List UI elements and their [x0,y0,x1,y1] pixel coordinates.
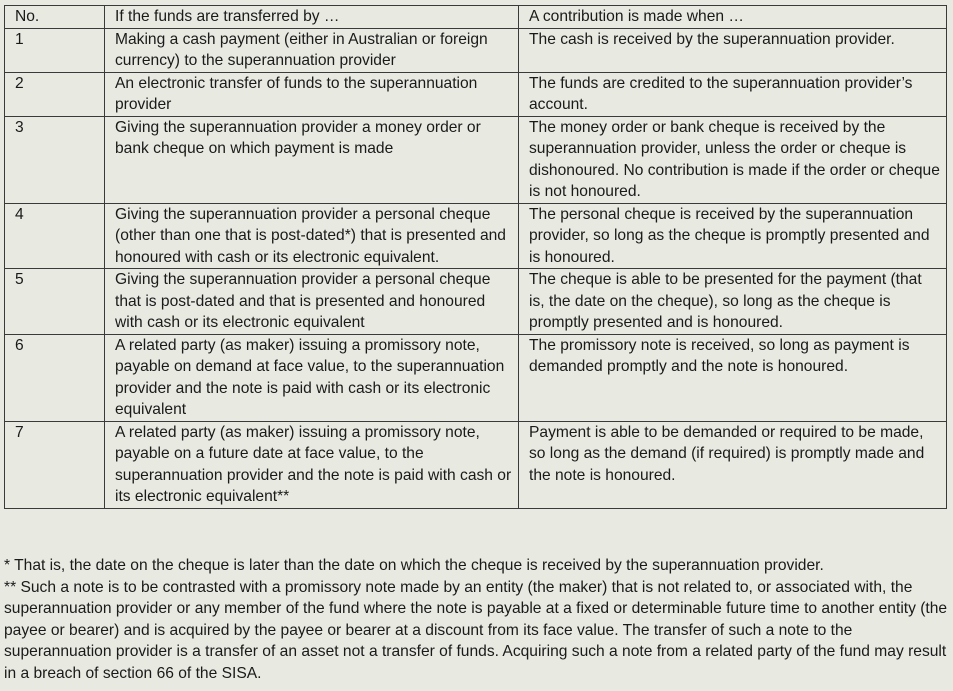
transfer-cell: Giving the superannuation provider a personal cheque that is post-dated and that is presented and honoured with cash or its electronic equivalent [105,269,519,335]
footnote-double-asterisk: ** Such a note is to be contrasted with a promissory note made by an entity (the maker) that is not related to, or associated with, the superannuation provider or any member of the fund where the note is payable at a fixed or determinable future time to another entity (the payee or bearer) and is acquired by the payee or bearer at a discount from its face value. The transfer of such a note to the superannuation provider is a transfer of an asset not a transfer of funds. Acquiring such a note from a related party of the fund may result in a breach of section 66 of the SISA. [4,578,948,682]
transfer-cell: A related party (as maker) issuing a promissory note, payable on demand at face value, to the superannuation provider and the note is paid with cash or its electronic equivalent [105,334,519,421]
row-number: 7 [5,421,105,508]
transfer-cell: Giving the superannuation provider a personal cheque (other than one that is post-dated*) that is presented and honoured with cash or its electronic equivalent. [105,203,519,269]
transfer-cell: Making a cash payment (either in Australian or foreign currency) to the superannuation provider [105,28,519,72]
row-number: 6 [5,334,105,421]
footnote-single-asterisk: * That is, the date on the cheque is later than the date on which the cheque is received by the superannuation provider. [4,557,824,574]
header-transfer: If the funds are transferred by … [105,6,519,29]
header-contribution: A contribution is made when … [519,6,947,29]
transfer-cell: Giving the superannuation provider a money order or bank cheque on which payment is made [105,116,519,203]
contribution-cell: The promissory note is received, so long as payment is demanded promptly and the note is honoured. [519,334,947,421]
contribution-cell: The money order or bank cheque is received by the superannuation provider, unless the order or cheque is dishonoured. No contribution is made if the order or cheque is not honoured. [519,116,947,203]
table-row [5,203,947,269]
transfer-cell: A related party (as maker) issuing a promissory note, payable on a future date at face value, to the superannuation provider and the note is paid with cash or its electronic equivalent** [105,421,519,508]
contribution-cell: The funds are credited to the superannuation provider’s account. [519,72,947,116]
contribution-cell: Payment is able to be demanded or required to be made, so long as the demand (if required) is promptly made and the note is honoured. [519,421,947,508]
footnotes [4,555,949,685]
table-row [5,269,947,335]
contribution-cell: The cheque is able to be presented for the payment (that is, the date on the cheque), so long as the cheque is promptly presented and is honoured. [519,269,947,335]
table-header-row [5,6,947,29]
contribution-cell: The personal cheque is received by the superannuation provider, so long as the cheque is promptly presented and is honoured. [519,203,947,269]
table-row [5,72,947,116]
row-number: 4 [5,203,105,269]
row-number: 2 [5,72,105,116]
contribution-cell: The cash is received by the superannuation provider. [519,28,947,72]
transfer-cell: An electronic transfer of funds to the superannuation provider [105,72,519,116]
header-no: No. [5,6,105,29]
table-row [5,28,947,72]
contribution-table [4,5,947,509]
table-row [5,334,947,421]
table-row [5,421,947,508]
table-row [5,116,947,203]
row-number: 1 [5,28,105,72]
row-number: 5 [5,269,105,335]
row-number: 3 [5,116,105,203]
